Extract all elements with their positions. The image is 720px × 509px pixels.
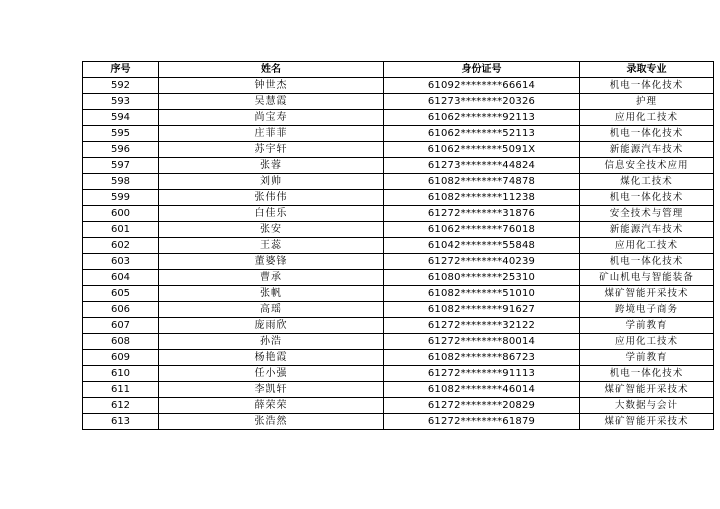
cell-serial-number: 594 bbox=[83, 110, 159, 126]
cell-name: 杨艳霞 bbox=[159, 350, 384, 366]
cell-id-number: 61272********20829 bbox=[384, 398, 580, 414]
cell-serial-number: 598 bbox=[83, 174, 159, 190]
table-row bbox=[83, 190, 714, 206]
cell-id-number: 61082********91627 bbox=[384, 302, 580, 318]
cell-id-number: 61062********52113 bbox=[384, 126, 580, 142]
cell-id-number: 61272********31876 bbox=[384, 206, 580, 222]
cell-serial-number: 606 bbox=[83, 302, 159, 318]
cell-admitted-major: 应用化工技术 bbox=[580, 334, 714, 350]
cell-serial-number: 600 bbox=[83, 206, 159, 222]
cell-name: 吴慧霞 bbox=[159, 94, 384, 110]
cell-serial-number: 607 bbox=[83, 318, 159, 334]
cell-id-number: 61062********5091X bbox=[384, 142, 580, 158]
table-row bbox=[83, 286, 714, 302]
cell-admitted-major: 应用化工技术 bbox=[580, 110, 714, 126]
cell-admitted-major: 大数据与会计 bbox=[580, 398, 714, 414]
table-row bbox=[83, 398, 714, 414]
cell-name: 钟世杰 bbox=[159, 78, 384, 94]
header-serial-number: 序号 bbox=[83, 62, 159, 78]
cell-name: 张帆 bbox=[159, 286, 384, 302]
cell-serial-number: 605 bbox=[83, 286, 159, 302]
cell-admitted-major: 煤矿智能开采技术 bbox=[580, 382, 714, 398]
cell-name: 董婆锋 bbox=[159, 254, 384, 270]
cell-serial-number: 596 bbox=[83, 142, 159, 158]
cell-id-number: 61080********25310 bbox=[384, 270, 580, 286]
cell-admitted-major: 机电一体化技术 bbox=[580, 78, 714, 94]
cell-id-number: 61082********46014 bbox=[384, 382, 580, 398]
cell-name: 庄菲菲 bbox=[159, 126, 384, 142]
table-row bbox=[83, 222, 714, 238]
table-row bbox=[83, 334, 714, 350]
header-admitted-major: 录取专业 bbox=[580, 62, 714, 78]
cell-admitted-major: 学前教育 bbox=[580, 318, 714, 334]
cell-id-number: 61273********20326 bbox=[384, 94, 580, 110]
table-row bbox=[83, 382, 714, 398]
cell-name: 孙浩 bbox=[159, 334, 384, 350]
table-row bbox=[83, 110, 714, 126]
cell-name: 王蕊 bbox=[159, 238, 384, 254]
table-row bbox=[83, 142, 714, 158]
table-row bbox=[83, 302, 714, 318]
cell-name: 李凯轩 bbox=[159, 382, 384, 398]
cell-id-number: 61092********66614 bbox=[384, 78, 580, 94]
cell-id-number: 61272********32122 bbox=[384, 318, 580, 334]
table-row bbox=[83, 174, 714, 190]
cell-serial-number: 612 bbox=[83, 398, 159, 414]
table-row bbox=[83, 78, 714, 94]
table-row bbox=[83, 158, 714, 174]
cell-id-number: 61062********76018 bbox=[384, 222, 580, 238]
table-row bbox=[83, 126, 714, 142]
cell-name: 张安 bbox=[159, 222, 384, 238]
cell-serial-number: 609 bbox=[83, 350, 159, 366]
cell-id-number: 61082********51010 bbox=[384, 286, 580, 302]
cell-name: 高瑶 bbox=[159, 302, 384, 318]
cell-id-number: 61272********80014 bbox=[384, 334, 580, 350]
cell-admitted-major: 护理 bbox=[580, 94, 714, 110]
cell-id-number: 61082********11238 bbox=[384, 190, 580, 206]
cell-id-number: 61082********74878 bbox=[384, 174, 580, 190]
cell-serial-number: 613 bbox=[83, 414, 159, 430]
admission-list-sheet bbox=[82, 61, 694, 430]
cell-serial-number: 604 bbox=[83, 270, 159, 286]
cell-admitted-major: 应用化工技术 bbox=[580, 238, 714, 254]
cell-name: 白佳乐 bbox=[159, 206, 384, 222]
cell-admitted-major: 安全技术与管理 bbox=[580, 206, 714, 222]
table-row bbox=[83, 366, 714, 382]
table-row bbox=[83, 254, 714, 270]
table-header-row bbox=[83, 62, 714, 78]
cell-name: 曹承 bbox=[159, 270, 384, 286]
cell-serial-number: 610 bbox=[83, 366, 159, 382]
header-id-number: 身份证号 bbox=[384, 62, 580, 78]
cell-name: 尚宝寿 bbox=[159, 110, 384, 126]
header-name: 姓名 bbox=[159, 62, 384, 78]
cell-serial-number: 595 bbox=[83, 126, 159, 142]
cell-admitted-major: 矿山机电与智能装备 bbox=[580, 270, 714, 286]
cell-admitted-major: 机电一体化技术 bbox=[580, 254, 714, 270]
cell-admitted-major: 煤化工技术 bbox=[580, 174, 714, 190]
cell-name: 张蓉 bbox=[159, 158, 384, 174]
admission-table bbox=[82, 61, 714, 430]
table-row bbox=[83, 238, 714, 254]
cell-admitted-major: 煤矿智能开采技术 bbox=[580, 414, 714, 430]
cell-id-number: 61082********86723 bbox=[384, 350, 580, 366]
cell-name: 苏宇轩 bbox=[159, 142, 384, 158]
cell-id-number: 61272********61879 bbox=[384, 414, 580, 430]
cell-admitted-major: 机电一体化技术 bbox=[580, 366, 714, 382]
cell-serial-number: 611 bbox=[83, 382, 159, 398]
cell-name: 刘帅 bbox=[159, 174, 384, 190]
cell-serial-number: 599 bbox=[83, 190, 159, 206]
cell-serial-number: 597 bbox=[83, 158, 159, 174]
cell-admitted-major: 信息安全技术应用 bbox=[580, 158, 714, 174]
cell-serial-number: 603 bbox=[83, 254, 159, 270]
table-row bbox=[83, 206, 714, 222]
table-row bbox=[83, 318, 714, 334]
cell-admitted-major: 新能源汽车技术 bbox=[580, 142, 714, 158]
cell-serial-number: 593 bbox=[83, 94, 159, 110]
cell-serial-number: 592 bbox=[83, 78, 159, 94]
cell-id-number: 61273********44824 bbox=[384, 158, 580, 174]
cell-id-number: 61042********55848 bbox=[384, 238, 580, 254]
cell-name: 薛荣荣 bbox=[159, 398, 384, 414]
cell-id-number: 61062********92113 bbox=[384, 110, 580, 126]
table-row bbox=[83, 350, 714, 366]
cell-admitted-major: 新能源汽车技术 bbox=[580, 222, 714, 238]
cell-id-number: 61272********91113 bbox=[384, 366, 580, 382]
cell-serial-number: 601 bbox=[83, 222, 159, 238]
cell-id-number: 61272********40239 bbox=[384, 254, 580, 270]
cell-serial-number: 608 bbox=[83, 334, 159, 350]
cell-admitted-major: 跨境电子商务 bbox=[580, 302, 714, 318]
cell-name: 张伟伟 bbox=[159, 190, 384, 206]
cell-serial-number: 602 bbox=[83, 238, 159, 254]
cell-admitted-major: 机电一体化技术 bbox=[580, 126, 714, 142]
table-body bbox=[83, 78, 714, 430]
cell-name: 任小强 bbox=[159, 366, 384, 382]
cell-name: 张浩然 bbox=[159, 414, 384, 430]
table-row bbox=[83, 94, 714, 110]
table-row bbox=[83, 414, 714, 430]
cell-name: 庞雨欣 bbox=[159, 318, 384, 334]
cell-admitted-major: 学前教育 bbox=[580, 350, 714, 366]
table-row bbox=[83, 270, 714, 286]
cell-admitted-major: 煤矿智能开采技术 bbox=[580, 286, 714, 302]
cell-admitted-major: 机电一体化技术 bbox=[580, 190, 714, 206]
